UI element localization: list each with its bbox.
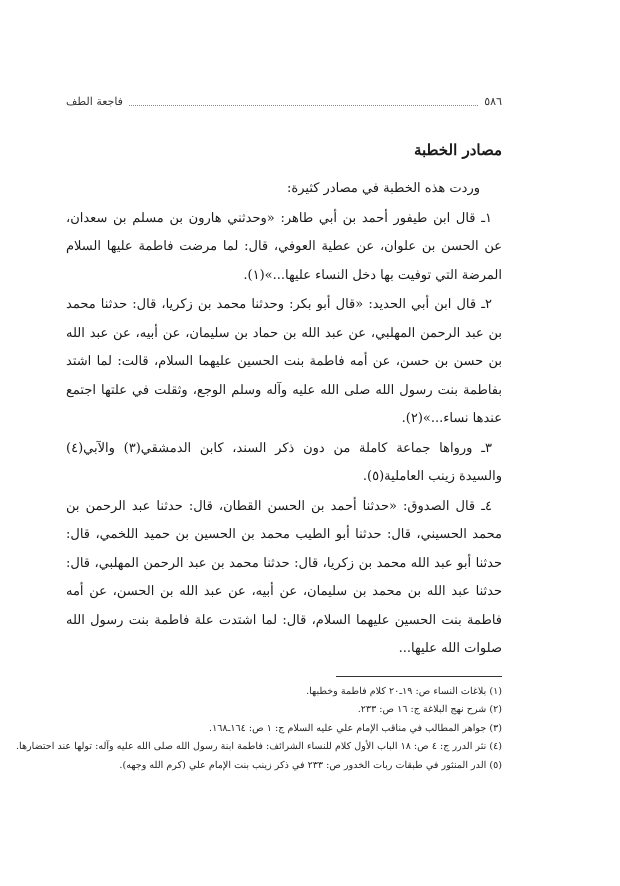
- footnote-4: (٤) نثر الدرر ج: ٤ ص: ١٨ الباب الأول كلام للنساء الشرائف: فاطمة ابنة رسول الله صلى الله عليه وآله: تولها عند احتضارها.: [16, 741, 502, 753]
- intro-paragraph: وردت هذه الخطبة في مصادر كثيرة:: [287, 181, 480, 196]
- footnote-1: (١) بلاغات النساء ص: ١٩ـ٢٠ كلام فاطمة وخطبها.: [306, 686, 502, 697]
- book-title: فاجعة الطف: [66, 94, 123, 108]
- footnotes: [16, 683, 502, 775]
- footnote-3: (٣) جواهر المطالب في مناقب الإمام علي عليه السلام ج: ١ ص: ١٦٤ـ١٦٨.: [209, 722, 502, 734]
- source-paragraph-1: ١ـ قال ابن طيفور أحمد بن أبي طاهر: «وحدثني هارون بن مسلم بن سعدان، عن الحسن بن علوان، عن عطية العوفي، قال: لما مرضت فاطمة عليها السلام المرضة التي توفيت بها دخل النساء عليها...»(١).: [66, 210, 502, 283]
- footnote-5: (٥) الدر المنثور في طبقات ربات الخدور ص: ٢٣٣ في ذكر زينب بنت الإمام علي (كرم الله وجهه).: [119, 759, 502, 771]
- running-header: [66, 92, 502, 110]
- source-paragraph-2: ٢ـ قال ابن أبي الحديد: «قال أبو بكر: وحدثنا محمد بن زكريا، قال: حدثنا محمد بن عبد الرحمن المهلبي، عن عبد الله بن حماد بن سليمان، عن أبيه، عن عبد الله بن حسن بن حسن، عن أمه فاطمة بنت الحسين عليهما السلام، قالت: لما اشتد بفاطمة بنت رسول الله صلى الله عليه وآله وسلم الوجع، وثقلت في علتها اجتمع عندها نساء...»(٢).: [66, 297, 502, 426]
- body-text: [66, 175, 502, 664]
- footnote-separator: [336, 676, 502, 677]
- footnote-2: (٢) شرح نهج البلاغة ج: ١٦ ص: ٢٣٣.: [357, 704, 502, 716]
- source-paragraph-4: ٤ـ قال الصدوق: «حدثنا أحمد بن الحسن القطان، قال: حدثنا عبد الرحمن بن محمد الحسيني، قال: حدثنا أبو الطيب محمد بن الحسين بن حميد اللخمي، قال: حدثنا أبو عبد الله محمد بن زكريا، قال: حدثنا محمد بن عبد الرحمن المهلبي، قال: حدثنا عبد الله بن محمد بن سليمان، عن أبيه، عن عبد الله بن الحسن، عن أمه فاطمة بنت الحسين عليهما السلام، قال: لما اشتدت علة فاطمة بنت رسول الله صلوات الله عليها...: [66, 498, 502, 656]
- section-title: مصادر الخطبة: [413, 141, 502, 159]
- header-leader-dots: [129, 96, 478, 106]
- source-paragraph-3: ٣ـ ورواها جماعة كاملة من دون ذكر السند، كابن الدمشقي(٣) والآبي(٤) والسيدة زينب العاملية(٥).: [66, 440, 502, 484]
- page-number: ٥٨٦: [484, 94, 502, 108]
